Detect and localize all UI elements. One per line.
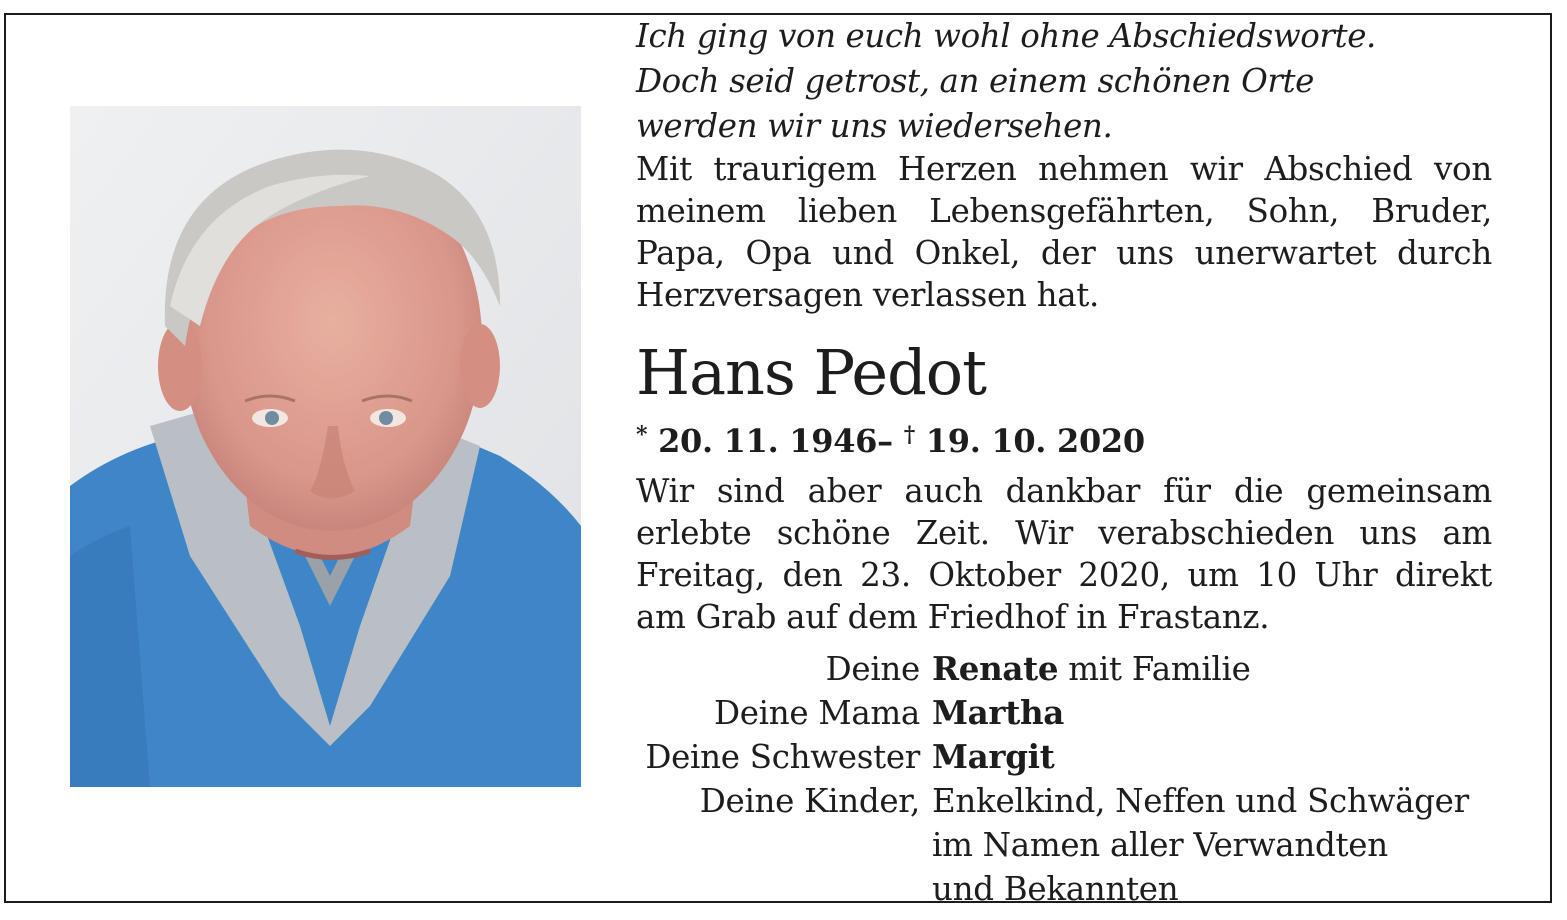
word: schöne — [776, 514, 891, 552]
signature-relation: Deine Mama — [713, 694, 920, 732]
word: auch — [904, 472, 983, 510]
word: Wir — [636, 472, 694, 510]
deceased-name: Hans Pedot — [636, 336, 987, 409]
funeral-line — [636, 470, 1492, 512]
word: Sohn, — [1246, 192, 1340, 230]
poem-line: Doch seid getrost, an einem schönen Orte — [636, 62, 1314, 100]
word: und — [832, 234, 894, 272]
signature-row — [636, 867, 1536, 911]
signatures — [636, 647, 1536, 911]
poem-line: Ich ging von euch wohl ohne Abschiedsworte. — [636, 17, 1376, 55]
signature-names — [932, 647, 1251, 691]
word: Bruder, — [1371, 192, 1492, 230]
word: sind — [716, 472, 785, 510]
intro-paragraph — [636, 148, 1492, 316]
signature-relation: Deine Kinder, — [699, 782, 920, 820]
signature-names — [932, 735, 1054, 779]
birth-mark: * — [636, 422, 648, 448]
funeral-paragraph — [636, 470, 1492, 638]
birth-date: 20. 11. 1946– — [658, 422, 893, 460]
word: 10 — [1256, 556, 1297, 594]
intro-line — [636, 190, 1492, 232]
word: uns — [1359, 514, 1418, 552]
word: erlebte — [636, 514, 752, 552]
intro-line: Herzversagen verlassen hat. — [636, 276, 1100, 314]
signature-rest: Enkelkind, Neffen und Schwäger — [932, 782, 1469, 820]
word: traurigem — [713, 150, 877, 188]
word: Herzen — [897, 150, 1017, 188]
signature-relation — [636, 823, 932, 867]
signature-relation — [636, 867, 932, 911]
signature-row — [636, 647, 1536, 691]
signature-relation: Deine Schwester — [645, 738, 920, 776]
word: Oktober — [928, 556, 1061, 594]
word: Opa — [745, 234, 812, 272]
word: den — [782, 556, 843, 594]
word: Abschied — [1264, 150, 1413, 188]
word: für — [1163, 472, 1211, 510]
signature-rest: und Bekannten — [932, 870, 1179, 908]
word: der — [1040, 234, 1096, 272]
signature-name: Margit — [932, 737, 1055, 776]
word: Papa, — [636, 234, 725, 272]
word: 23. — [860, 556, 911, 594]
signature-names — [932, 823, 1388, 867]
signature-row — [636, 691, 1536, 735]
signature-name: Martha — [932, 693, 1065, 732]
signature-names — [932, 867, 1178, 911]
intro-line — [636, 148, 1492, 190]
word: Zeit. — [915, 514, 990, 552]
word: Freitag, — [636, 556, 765, 594]
death-mark: † — [903, 422, 915, 448]
signature-relation: Deine — [825, 650, 920, 688]
word: meinem — [636, 192, 766, 230]
word: unerwartet — [1194, 234, 1377, 272]
signature-row — [636, 779, 1536, 823]
word: Mit — [636, 150, 692, 188]
word: aber — [807, 472, 882, 510]
funeral-line — [636, 554, 1492, 596]
portrait-photo — [70, 106, 581, 787]
life-dates — [636, 413, 1145, 463]
word: lieben — [797, 192, 898, 230]
signature-names — [932, 691, 1064, 735]
word: direkt — [1395, 556, 1492, 594]
word: wir — [1189, 150, 1243, 188]
word: Lebensgefährten, — [929, 192, 1215, 230]
signature-row — [636, 735, 1536, 779]
signature-names — [932, 779, 1469, 823]
word: verabschieden — [1098, 514, 1335, 552]
signature-rest: mit Familie — [1058, 650, 1251, 688]
word: durch — [1397, 234, 1492, 272]
funeral-line: am Grab auf dem Friedhof in Frastanz. — [636, 598, 1270, 636]
word: am — [1442, 514, 1492, 552]
word: nehmen — [1038, 150, 1169, 188]
funeral-line — [636, 512, 1492, 554]
word: 2020, — [1078, 556, 1170, 594]
word: die — [1233, 472, 1284, 510]
death-date: 19. 10. 2020 — [925, 422, 1145, 460]
poem-line: werden wir uns wiedersehen. — [636, 107, 1113, 145]
word: uns — [1116, 234, 1174, 272]
word: von — [1434, 150, 1492, 188]
signature-row — [636, 823, 1536, 867]
word: gemeinsam — [1306, 472, 1492, 510]
portrait-illustration — [70, 106, 581, 787]
word: Uhr — [1314, 556, 1378, 594]
word: dankbar — [1005, 472, 1141, 510]
poem-verse — [636, 14, 1516, 149]
word: Onkel, — [914, 234, 1021, 272]
word: um — [1187, 556, 1239, 594]
signature-name: Renate — [932, 649, 1059, 688]
word: Wir — [1015, 514, 1073, 552]
intro-line — [636, 232, 1492, 274]
signature-rest: im Namen aller Verwandten — [932, 826, 1388, 864]
